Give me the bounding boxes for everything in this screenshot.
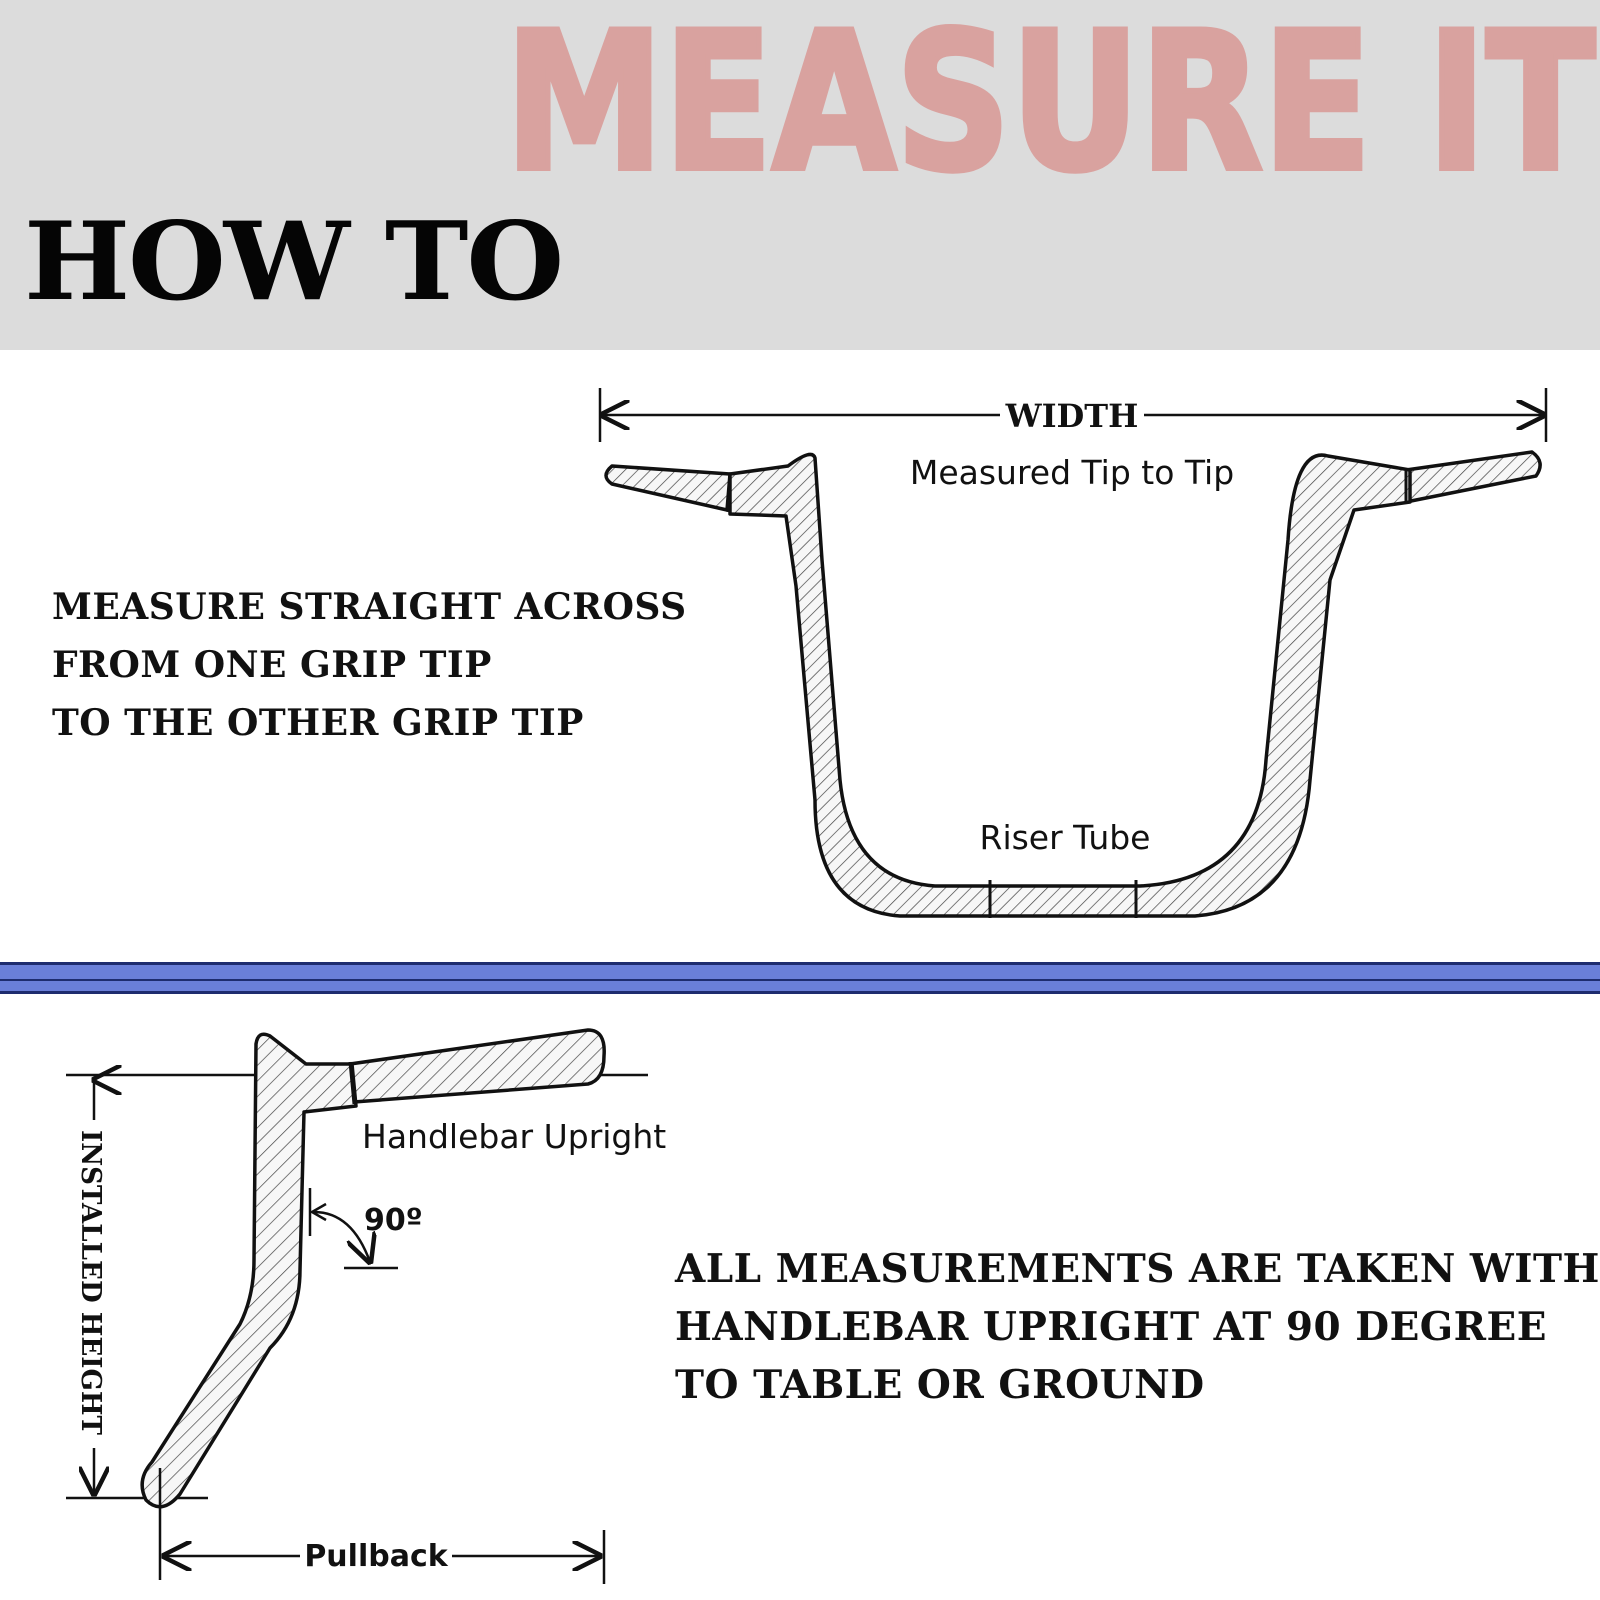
pullback-label: Pullback — [304, 1539, 448, 1574]
width-label: WIDTH — [1005, 397, 1139, 435]
width-instruction-line: TO THE OTHER GRIP TIP — [52, 702, 584, 744]
handlebar-upright-label: Handlebar Upright — [362, 1117, 667, 1156]
angle-label: 90º — [364, 1203, 423, 1238]
upright-instruction — [675, 1240, 1600, 1414]
upright-instruction-line: HANDLEBAR UPRIGHT AT 90 DEGREE — [675, 1304, 1547, 1350]
how-to-title: HOW TO — [24, 199, 563, 325]
installed-height-label: INSTALLED HEIGHT — [75, 1130, 106, 1446]
upright-instruction-line: TO TABLE OR GROUND — [675, 1362, 1205, 1408]
measured-tip-to-tip-label: Measured Tip to Tip — [909, 453, 1235, 492]
measure-it-text: MEASURE IT — [505, 0, 1595, 213]
width-instruction-line: MEASURE STRAIGHT ACROSS — [52, 586, 687, 628]
upright-instruction-line: ALL MEASUREMENTS ARE TAKEN WITH — [675, 1246, 1600, 1292]
riser-tube-label: Riser Tube — [979, 818, 1151, 857]
width-instruction-line: FROM ONE GRIP TIP — [52, 644, 492, 686]
